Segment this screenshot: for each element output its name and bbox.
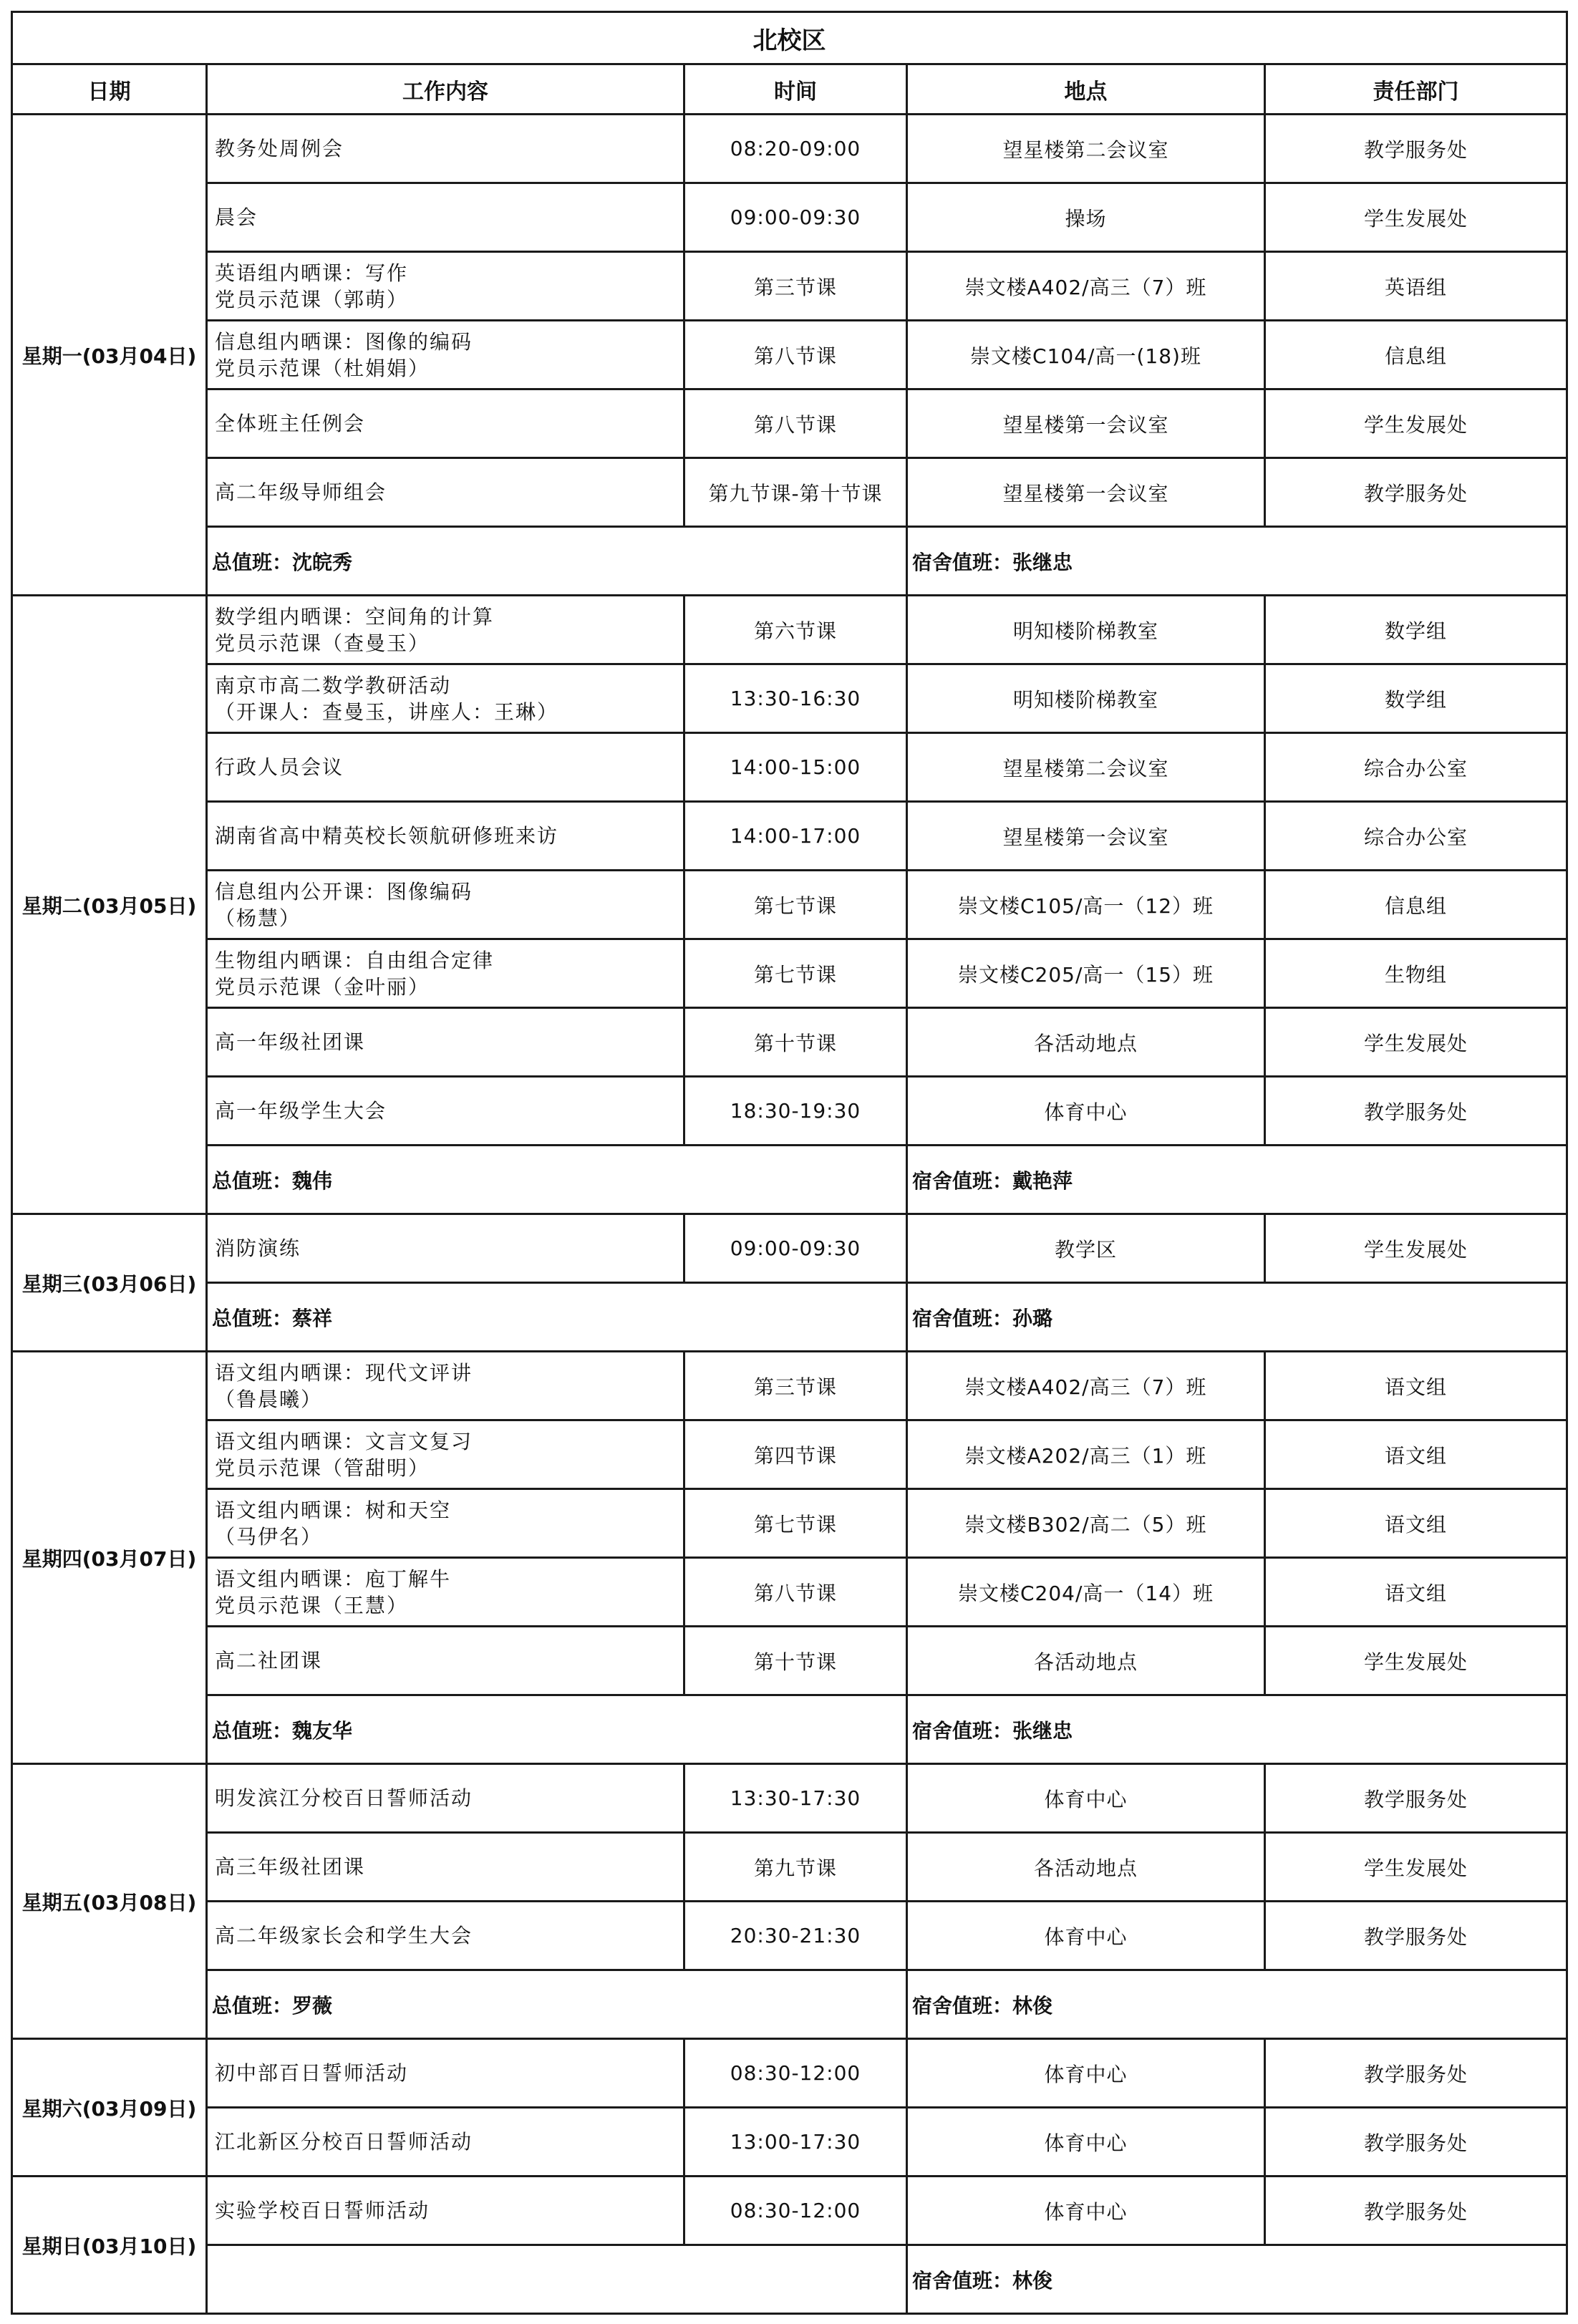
dorm-duty-cell <box>907 1283 1567 1352</box>
work-content-cell <box>207 733 684 802</box>
department-cell: 信息组 <box>1265 871 1567 939</box>
table-title: 北校区 <box>12 12 1567 64</box>
department-cell: 教学服务处 <box>1265 1902 1567 1970</box>
work-content-line: 湖南省高中精英校长领航研修班来访 <box>215 824 559 848</box>
time-cell: 第七节课 <box>684 871 907 939</box>
time-cell: 14:00-17:00 <box>684 802 907 871</box>
work-content-line: 信息组内晒课：图像的编码 <box>215 329 473 354</box>
time-cell: 第七节课 <box>684 1489 907 1558</box>
table-row <box>12 252 1567 321</box>
work-content-line: 数学组内晒课：空间角的计算 <box>215 604 495 629</box>
table-row <box>12 1489 1567 1558</box>
department-cell: 学生发展处 <box>1265 1214 1567 1283</box>
department-cell: 教学服务处 <box>1265 2039 1567 2108</box>
general-duty-name: 罗薇 <box>292 1993 333 2018</box>
dorm-duty-cell <box>907 2245 1567 2314</box>
work-content-cell <box>207 1420 684 1489</box>
duty-row <box>12 1283 1567 1352</box>
work-content-line: 教务处周例会 <box>215 137 344 160</box>
date-cell: 星期四(03月07日) <box>12 1352 207 1764</box>
work-content-cell <box>207 1008 684 1077</box>
location-cell: 体育中心 <box>907 2039 1265 2108</box>
general-duty-cell <box>207 527 907 596</box>
table-row <box>12 802 1567 871</box>
dorm-duty-name: 张继忠 <box>1012 550 1073 574</box>
work-content-line: 党员示范课（王慧） <box>215 1593 409 1617</box>
department-cell: 学生发展处 <box>1265 1008 1567 1077</box>
dorm-duty-cell <box>907 1695 1567 1764</box>
table-row <box>12 1627 1567 1695</box>
table-row <box>12 733 1567 802</box>
dorm-duty-name: 戴艳萍 <box>1012 1168 1073 1193</box>
work-content-cell <box>207 1489 684 1558</box>
work-content-cell <box>207 664 684 733</box>
location-cell: 望星楼第二会议室 <box>907 115 1265 183</box>
general-duty-label: 总值班： <box>212 1993 293 2018</box>
time-cell: 第十节课 <box>684 1008 907 1077</box>
time-cell: 第三节课 <box>684 1352 907 1420</box>
department-cell: 英语组 <box>1265 252 1567 321</box>
department-cell: 信息组 <box>1265 321 1567 389</box>
work-content-line: 南京市高二数学教研活动 <box>215 673 452 697</box>
general-duty-name: 沈皖秀 <box>292 550 353 574</box>
department-cell: 数学组 <box>1265 596 1567 664</box>
location-cell: 崇文楼A202/高三（1）班 <box>907 1420 1265 1489</box>
time-cell: 08:30-12:00 <box>684 2177 907 2245</box>
work-content-line: 明发滨江分校百日誓师活动 <box>215 1786 473 1810</box>
department-cell: 教学服务处 <box>1265 458 1567 527</box>
work-content-cell <box>207 1214 684 1283</box>
dorm-duty-name: 林俊 <box>1012 2268 1053 2292</box>
work-content-cell <box>207 1902 684 1970</box>
location-cell: 体育中心 <box>907 1764 1265 1833</box>
work-content-line: 消防演练 <box>215 1236 301 1260</box>
time-cell: 13:30-17:30 <box>684 1764 907 1833</box>
time-cell: 第九节课-第十节课 <box>684 458 907 527</box>
time-cell: 20:30-21:30 <box>684 1902 907 1970</box>
general-duty-label: 总值班： <box>212 1718 293 1743</box>
department-cell: 综合办公室 <box>1265 733 1567 802</box>
work-content-cell <box>207 871 684 939</box>
time-cell: 18:30-19:30 <box>684 1077 907 1146</box>
work-content-line: （鲁晨曦） <box>215 1387 323 1411</box>
department-cell: 学生发展处 <box>1265 389 1567 458</box>
table-row <box>12 458 1567 527</box>
work-content-line: 晨会 <box>215 205 258 229</box>
department-cell: 语文组 <box>1265 1352 1567 1420</box>
work-content-line: 语文组内晒课：庖丁解牛 <box>215 1567 452 1591</box>
general-duty-cell <box>207 1695 907 1764</box>
work-content-line: 语文组内晒课：文言文复习 <box>215 1429 473 1453</box>
location-cell: 望星楼第一会议室 <box>907 802 1265 871</box>
work-content-line: 高二年级家长会和学生大会 <box>215 1924 473 1947</box>
department-cell: 综合办公室 <box>1265 802 1567 871</box>
work-content-line: 全体班主任例会 <box>215 412 366 435</box>
work-content-line: （马伊名） <box>215 1524 323 1549</box>
work-content-cell <box>207 252 684 321</box>
location-cell: 望星楼第一会议室 <box>907 458 1265 527</box>
header-location: 地点 <box>907 64 1265 115</box>
table-row <box>12 2177 1567 2245</box>
header-time: 时间 <box>684 64 907 115</box>
work-content-cell <box>207 1627 684 1695</box>
table-row <box>12 1558 1567 1627</box>
work-content-cell <box>207 1764 684 1833</box>
department-cell: 学生发展处 <box>1265 183 1567 252</box>
date-cell: 星期三(03月06日) <box>12 1214 207 1352</box>
time-cell: 第八节课 <box>684 1558 907 1627</box>
location-cell: 体育中心 <box>907 1902 1265 1970</box>
date-cell: 星期二(03月05日) <box>12 596 207 1214</box>
work-content-line: （开课人：查曼玉，讲座人：王琳） <box>215 699 559 724</box>
location-cell: 明知楼阶梯教室 <box>907 596 1265 664</box>
time-cell: 第十节课 <box>684 1627 907 1695</box>
department-cell: 教学服务处 <box>1265 1764 1567 1833</box>
dorm-duty-cell <box>907 1146 1567 1214</box>
work-content-line: 高二社团课 <box>215 1649 323 1672</box>
time-cell: 第四节课 <box>684 1420 907 1489</box>
table-row <box>12 389 1567 458</box>
table-row <box>12 321 1567 389</box>
location-cell: 望星楼第二会议室 <box>907 733 1265 802</box>
time-cell: 09:00-09:30 <box>684 1214 907 1283</box>
work-content-cell <box>207 458 684 527</box>
schedule-body <box>12 115 1567 2314</box>
location-cell: 教学区 <box>907 1214 1265 1283</box>
work-content-line: 行政人员会议 <box>215 755 344 779</box>
location-cell: 崇文楼C204/高一（14）班 <box>907 1558 1265 1627</box>
work-content-cell <box>207 1352 684 1420</box>
work-content-line: 高二年级导师组会 <box>215 480 387 504</box>
work-content-line: 党员示范课（管甜明） <box>215 1456 430 1480</box>
dorm-duty-name: 孙璐 <box>1012 1306 1053 1330</box>
table-row <box>12 1420 1567 1489</box>
work-content-line: 生物组内晒课：自由组合定律 <box>215 948 495 972</box>
location-cell: 各活动地点 <box>907 1627 1265 1695</box>
location-cell: 操场 <box>907 183 1265 252</box>
location-cell: 崇文楼C104/高一(18)班 <box>907 321 1265 389</box>
work-content-cell <box>207 115 684 183</box>
general-duty-label: 总值班： <box>212 550 293 574</box>
duty-row <box>12 527 1567 596</box>
department-cell: 教学服务处 <box>1265 2108 1567 2177</box>
title-row <box>12 12 1567 64</box>
work-content-cell <box>207 183 684 252</box>
department-cell: 语文组 <box>1265 1558 1567 1627</box>
table-row <box>12 1764 1567 1833</box>
work-content-line: 高三年级社团课 <box>215 1855 366 1879</box>
dorm-duty-name: 张继忠 <box>1012 1718 1073 1743</box>
department-cell: 学生发展处 <box>1265 1627 1567 1695</box>
date-cell: 星期日(03月10日) <box>12 2177 207 2314</box>
header-date: 日期 <box>12 64 207 115</box>
work-content-cell <box>207 321 684 389</box>
department-cell: 语文组 <box>1265 1489 1567 1558</box>
table-row <box>12 1902 1567 1970</box>
dorm-duty-label: 宿舍值班： <box>912 1993 1013 2018</box>
duty-row <box>12 1695 1567 1764</box>
location-cell: 崇文楼B302/高二（5）班 <box>907 1489 1265 1558</box>
schedule-table <box>11 11 1568 2315</box>
location-cell: 崇文楼C205/高一（15）班 <box>907 939 1265 1008</box>
time-cell: 08:20-09:00 <box>684 115 907 183</box>
location-cell: 体育中心 <box>907 2177 1265 2245</box>
work-content-line: 高一年级社团课 <box>215 1030 366 1054</box>
time-cell: 第三节课 <box>684 252 907 321</box>
dorm-duty-label: 宿舍值班： <box>912 550 1013 574</box>
location-cell: 各活动地点 <box>907 1008 1265 1077</box>
work-content-line: 党员示范课（郭萌） <box>215 287 409 311</box>
department-cell: 语文组 <box>1265 1420 1567 1489</box>
header-department: 责任部门 <box>1265 64 1567 115</box>
date-cell: 星期五(03月08日) <box>12 1764 207 2039</box>
table-row <box>12 664 1567 733</box>
location-cell: 崇文楼A402/高三（7）班 <box>907 252 1265 321</box>
header-content: 工作内容 <box>207 64 684 115</box>
general-duty-cell <box>207 1283 907 1352</box>
time-cell: 09:00-09:30 <box>684 183 907 252</box>
dorm-duty-label: 宿舍值班： <box>912 1718 1013 1743</box>
location-cell: 崇文楼C105/高一（12）班 <box>907 871 1265 939</box>
header-row <box>12 64 1567 115</box>
time-cell: 13:30-16:30 <box>684 664 907 733</box>
dorm-duty-name: 林俊 <box>1012 1993 1053 2018</box>
dorm-duty-cell <box>907 527 1567 596</box>
department-cell: 教学服务处 <box>1265 2177 1567 2245</box>
table-row <box>12 183 1567 252</box>
table-row <box>12 2108 1567 2177</box>
work-content-line: 语文组内晒课：现代文评讲 <box>215 1360 473 1385</box>
work-content-line: 语文组内晒课：树和天空 <box>215 1498 452 1522</box>
time-cell: 08:30-12:00 <box>684 2039 907 2108</box>
work-content-line: 初中部百日誓师活动 <box>215 2061 409 2085</box>
work-content-cell <box>207 2177 684 2245</box>
table-row <box>12 1214 1567 1283</box>
time-cell: 14:00-15:00 <box>684 733 907 802</box>
work-content-line: 党员示范课（查曼玉） <box>215 631 430 655</box>
department-cell: 学生发展处 <box>1265 1833 1567 1902</box>
table-row <box>12 871 1567 939</box>
department-cell: 生物组 <box>1265 939 1567 1008</box>
general-duty-cell <box>207 1970 907 2039</box>
table-row <box>12 1008 1567 1077</box>
date-cell: 星期六(03月09日) <box>12 2039 207 2177</box>
work-content-cell <box>207 1558 684 1627</box>
work-content-cell <box>207 596 684 664</box>
general-duty-name: 蔡祥 <box>292 1306 333 1330</box>
general-duty-name: 魏伟 <box>292 1168 333 1193</box>
general-duty-label: 总值班： <box>212 1306 293 1330</box>
duty-row <box>12 2245 1567 2314</box>
work-content-line: 党员示范课（金叶丽） <box>215 974 430 999</box>
location-cell: 明知楼阶梯教室 <box>907 664 1265 733</box>
location-cell: 各活动地点 <box>907 1833 1265 1902</box>
date-cell: 星期一(03月04日) <box>12 115 207 596</box>
work-content-cell <box>207 802 684 871</box>
department-cell: 教学服务处 <box>1265 1077 1567 1146</box>
location-cell: 崇文楼A402/高三（7）班 <box>907 1352 1265 1420</box>
table-row <box>12 1077 1567 1146</box>
duty-row <box>12 1970 1567 2039</box>
general-duty-cell <box>207 1146 907 1214</box>
table-row <box>12 596 1567 664</box>
table-row <box>12 115 1567 183</box>
dorm-duty-label: 宿舍值班： <box>912 2268 1013 2292</box>
department-cell: 教学服务处 <box>1265 115 1567 183</box>
work-content-line: 信息组内公开课：图像编码 <box>215 879 473 904</box>
table-row <box>12 2039 1567 2108</box>
work-content-line: 党员示范课（杜娟娟） <box>215 356 430 380</box>
table-row <box>12 939 1567 1008</box>
work-content-line: 英语组内晒课：写作 <box>215 261 409 285</box>
work-content-cell <box>207 2108 684 2177</box>
time-cell: 第八节课 <box>684 321 907 389</box>
work-content-cell <box>207 939 684 1008</box>
work-content-cell <box>207 1833 684 1902</box>
general-duty-cell <box>207 2245 907 2314</box>
work-content-line: （杨慧） <box>215 906 301 930</box>
time-cell: 第七节课 <box>684 939 907 1008</box>
general-duty-name: 魏友华 <box>292 1718 353 1743</box>
table-row <box>12 1833 1567 1902</box>
work-content-line: 实验学校百日誓师活动 <box>215 2199 430 2222</box>
work-content-cell <box>207 1077 684 1146</box>
work-content-line: 江北新区分校百日誓师活动 <box>215 2130 473 2154</box>
dorm-duty-label: 宿舍值班： <box>912 1168 1013 1193</box>
time-cell: 第六节课 <box>684 596 907 664</box>
work-content-cell <box>207 389 684 458</box>
location-cell: 体育中心 <box>907 2108 1265 2177</box>
location-cell: 体育中心 <box>907 1077 1265 1146</box>
general-duty-label: 总值班： <box>212 1168 293 1193</box>
dorm-duty-cell <box>907 1970 1567 2039</box>
work-content-cell <box>207 2039 684 2108</box>
department-cell: 数学组 <box>1265 664 1567 733</box>
work-content-line: 高一年级学生大会 <box>215 1099 387 1123</box>
time-cell: 第九节课 <box>684 1833 907 1902</box>
location-cell: 望星楼第一会议室 <box>907 389 1265 458</box>
time-cell: 13:00-17:30 <box>684 2108 907 2177</box>
table-row <box>12 1352 1567 1420</box>
duty-row <box>12 1146 1567 1214</box>
time-cell: 第八节课 <box>684 389 907 458</box>
dorm-duty-label: 宿舍值班： <box>912 1306 1013 1330</box>
